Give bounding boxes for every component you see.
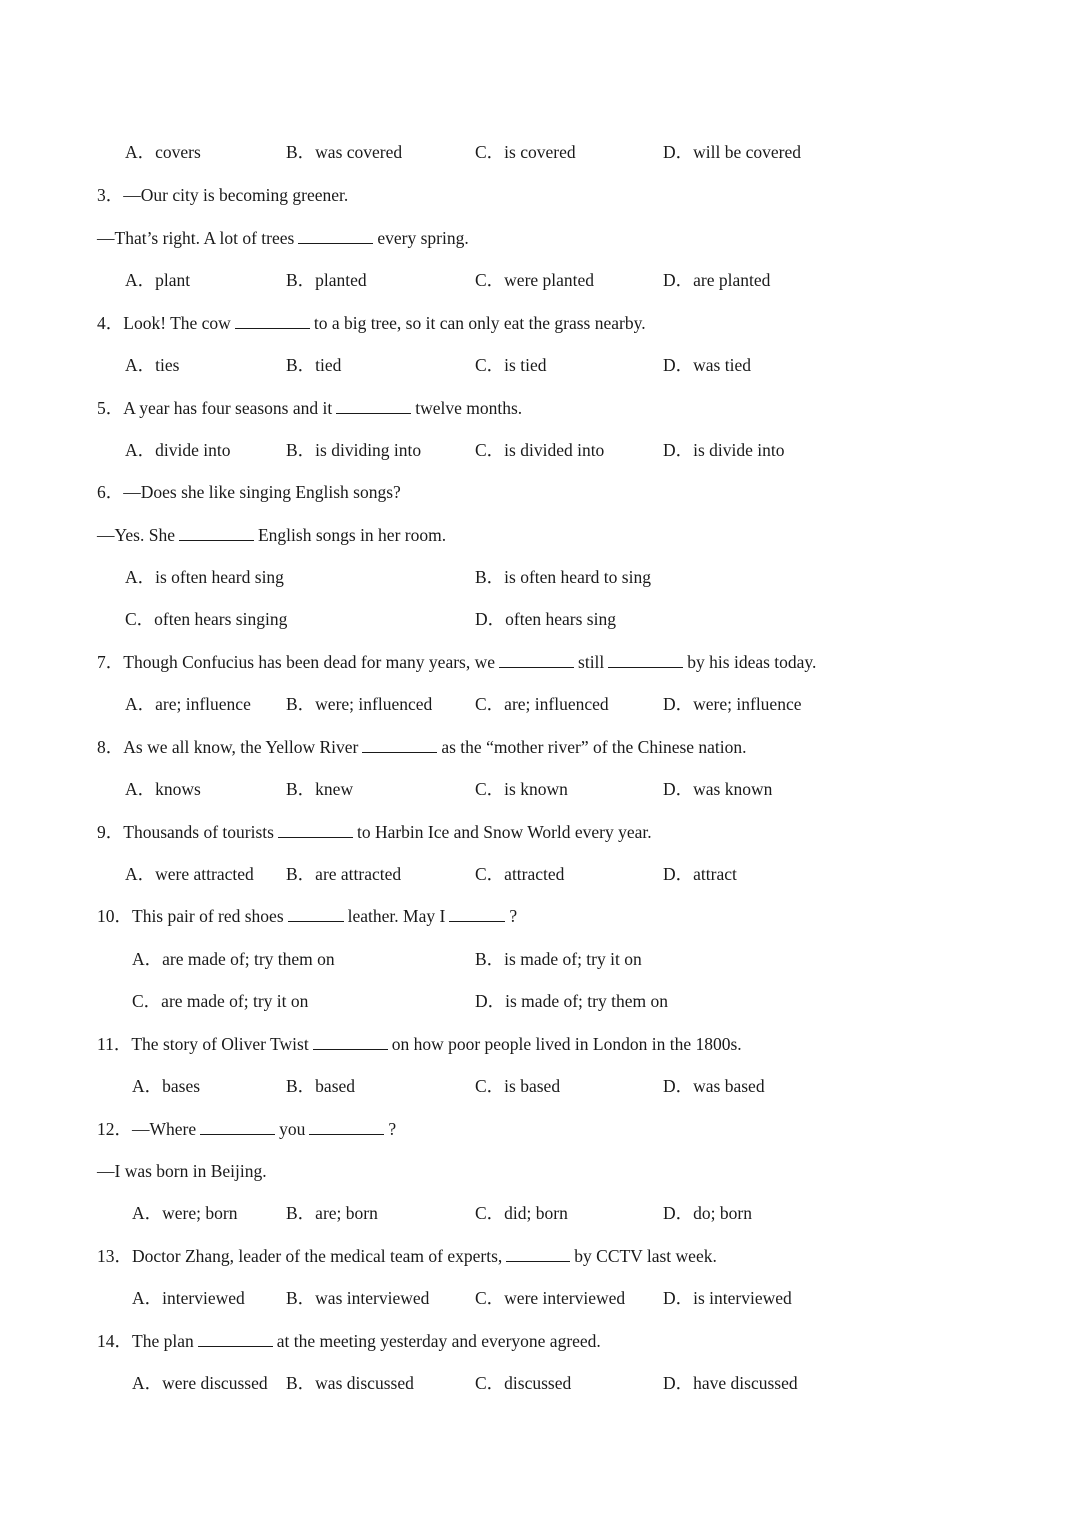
q11-option-a: A．bases (132, 1076, 201, 1096)
answer-blank (200, 1120, 275, 1135)
q7-number: 7． (97, 652, 124, 672)
answer-blank (449, 907, 505, 922)
q5-option-d: D．is divide into (663, 440, 785, 460)
q12-option-d: D．do; born (663, 1203, 752, 1223)
q14-stem: 14．The plan at the meeting yesterday and everyone agreed. (97, 1331, 601, 1351)
q10-option-c: C．are made of; try it on (132, 991, 309, 1011)
q8-option-b: B．knew (286, 779, 354, 799)
q12-stem: 12．—Where you ? (97, 1119, 397, 1139)
q13-stem: 13．Doctor Zhang, leader of the medical team of experts, by CCTV last week. (97, 1246, 717, 1266)
q2-option-c: C．is covered (475, 142, 576, 162)
q13-option-c: C．were interviewed (475, 1288, 626, 1308)
q4-option-b: B．tied (286, 355, 342, 375)
q14-number: 14． (97, 1331, 132, 1351)
q6-option-c: C．often hears singing (125, 609, 288, 629)
q7-option-c: C．are; influenced (475, 694, 609, 714)
q7-stem: 7．Though Confucius has been dead for many years, we still by his ideas today. (97, 652, 817, 672)
q14-option-c: C．discussed (475, 1373, 572, 1393)
answer-blank (608, 653, 683, 668)
q9-option-b: B．are attracted (286, 864, 402, 884)
q14-option-a: A．were discussed (132, 1373, 268, 1393)
q11-stem: 11．The story of Oliver Twist on how poor people lived in London in the 1800s. (97, 1034, 742, 1054)
q5-number: 5． (97, 398, 124, 418)
answer-blank (235, 314, 310, 329)
q3-stem: 3．—Our city is becoming greener. (97, 185, 349, 205)
q7-option-a: A．are; influence (125, 694, 251, 714)
q8-number: 8． (97, 737, 124, 757)
q3-number: 3． (97, 185, 124, 205)
q4-option-a: A．ties (125, 355, 180, 375)
answer-blank (198, 1332, 273, 1347)
q10-option-d: D．is made of; try them on (475, 991, 668, 1011)
q7-option-b: B．were; influenced (286, 694, 433, 714)
q12-reply: —I was born in Beijing. (97, 1161, 267, 1181)
q8-option-a: A．knows (125, 779, 201, 799)
q5-stem: 5．A year has four seasons and it twelve months. (97, 398, 523, 418)
q13-option-b: B．was interviewed (286, 1288, 430, 1308)
q6-option-d: D．often hears sing (475, 609, 616, 629)
q2-option-a: A．covers (125, 142, 201, 162)
q12-option-b: B．are; born (286, 1203, 378, 1223)
answer-blank (298, 229, 373, 244)
answer-blank (506, 1247, 570, 1262)
q10-option-a: A．are made of; try them on (132, 949, 335, 969)
q13-number: 13． (97, 1246, 132, 1266)
q9-option-c: C．attracted (475, 864, 565, 884)
q12-number: 12． (97, 1119, 132, 1139)
q13-option-a: A．interviewed (132, 1288, 245, 1308)
q12-option-c: C．did; born (475, 1203, 568, 1223)
q5-option-b: B．is dividing into (286, 440, 422, 460)
q4-number: 4． (97, 313, 124, 333)
q4-option-c: C．is tied (475, 355, 547, 375)
q14-option-d: D．have discussed (663, 1373, 798, 1393)
q6-option-a: A．is often heard sing (125, 567, 284, 587)
q7-option-d: D．were; influence (663, 694, 802, 714)
q3-option-c: C．were planted (475, 270, 595, 290)
q6-reply: —Yes. She English songs in her room. (97, 525, 447, 545)
q11-option-d: D．was based (663, 1076, 765, 1096)
q5-option-a: A．divide into (125, 440, 231, 460)
answer-blank (336, 399, 411, 414)
answer-blank (179, 526, 254, 541)
q3-option-d: D．are planted (663, 270, 771, 290)
q9-option-d: D．attract (663, 864, 737, 884)
q4-option-d: D．was tied (663, 355, 751, 375)
q3-reply: —That’s right. A lot of trees every spring. (97, 228, 469, 248)
q10-stem: 10．This pair of red shoes leather. May I ? (97, 906, 518, 926)
q6-number: 6． (97, 482, 124, 502)
q12-option-a: A．were; born (132, 1203, 238, 1223)
q3-option-a: A．plant (125, 270, 191, 290)
q11-option-b: B．based (286, 1076, 356, 1096)
q9-option-a: A．were attracted (125, 864, 254, 884)
q10-number: 10． (97, 906, 132, 926)
q8-option-c: C．is known (475, 779, 568, 799)
q11-option-c: C．is based (475, 1076, 561, 1096)
q2-option-d: D．will be covered (663, 142, 802, 162)
answer-blank (499, 653, 574, 668)
q9-stem: 9．Thousands of tourists to Harbin Ice and Snow World every year. (97, 822, 652, 842)
q2-option-b: B．was covered (286, 142, 403, 162)
q10-option-b: B．is made of; try it on (475, 949, 642, 969)
q8-stem: 8．As we all know, the Yellow River as the “mother river” of the Chinese nation. (97, 737, 747, 757)
q8-option-d: D．was known (663, 779, 773, 799)
q3-option-b: B．planted (286, 270, 367, 290)
q6-stem: 6．—Does she like singing English songs? (97, 482, 401, 502)
answer-blank (313, 1035, 388, 1050)
q4-stem: 4．Look! The cow to a big tree, so it can only eat the grass nearby. (97, 313, 646, 333)
answer-blank (362, 738, 437, 753)
q6-option-b: B．is often heard to sing (475, 567, 651, 587)
q9-number: 9． (97, 822, 124, 842)
answer-blank (309, 1120, 384, 1135)
q14-option-b: B．was discussed (286, 1373, 414, 1393)
q11-number: 11． (97, 1034, 132, 1054)
answer-blank (288, 907, 344, 922)
answer-blank (278, 823, 353, 838)
q5-option-c: C．is divided into (475, 440, 605, 460)
q13-option-d: D．is interviewed (663, 1288, 792, 1308)
